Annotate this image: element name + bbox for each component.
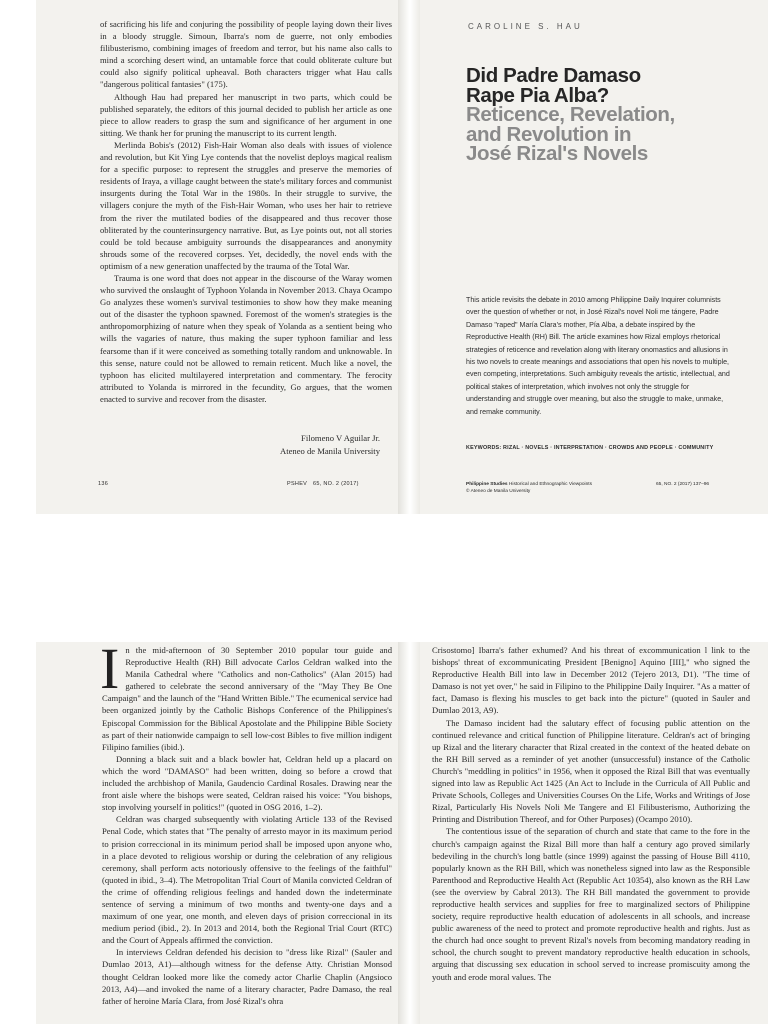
running-head: CAROLINE S. HAU xyxy=(468,22,583,31)
signature-affiliation: Ateneo de Manila University xyxy=(280,445,380,456)
paragraph xyxy=(102,644,392,753)
keywords: KEYWORDS: RIZAL · NOVELS · INTERPRETATION · CROWDS AND PEOPLE · COMMUNITY xyxy=(466,445,714,451)
editorial-body xyxy=(100,18,392,405)
paragraph: of sacrificing his life and conjuring the possibility of people laying down their lives in a bloody struggle. Simoun, Ibarra's nom de guerre, not only embodies filibusterismo, combining images of freedom and terror, but his name also calls to mind a scorching desert wind, an untamable force that could obliterate culture but could also signify political upheaval. Both characters trigger what Hau calls "dangerous political fantasies" (175). xyxy=(100,19,392,90)
article-body-continued xyxy=(432,644,750,983)
left-page-top xyxy=(36,0,398,514)
paragraph: Celdran was charged subsequently with violating Article 133 of the Revised Penal Code, which states that "The penalty of arresto mayor in its maximum period to prision correccional in its minimum period shall be imposed upon anyone who, in a place devoted to religious worship or during the celebration of any religious ceremony, shall perform acts notoriously offensive to the feelings of the faithful" (quoted in ibid., 3–4). The Metropolitan Trial Court of Manila convicted Celdran of the crime of offending religious feelings and handed down the indeterminate sentence of serving a minimum of two months and twenty-one days and a maximum of one year, one month, and eleven days of prision correccional in its medium period (ibid., 2). In 2013 and 2014, both the Regional Trial Court (RTC) and the Court of Appeals affirmed the conviction. xyxy=(102,814,392,946)
abstract: This article revisits the debate in 2010 among Philippine Daily Inquirer columnists over the question of whether or not, in José Rizal's novel Noli me tángere, Padre Damaso "raped" María Clara's mother, Pía Alba, a debate inspired by the Reproductive Health (RH) Bill. The article examines how Rizal employs rhetorical strategies of reticence and revelation along with literary onomastics and allusions in his two novels to create meanings and associations that open his novels to multiple, even competing, interpretations. Such ambiguity reveals the artistic, intellectual, and political stakes of interpretation, which involves not only the struggle for understanding and struggle over meaning, but also the struggle to make, unmake, and remake community. xyxy=(466,296,730,416)
editor-signature xyxy=(280,432,380,457)
subtitle-line: and Revolution in xyxy=(466,122,632,146)
subtitle-line: Reticence, Revelation, xyxy=(466,103,675,126)
paragraph: The Damaso incident had the salutary effect of focusing public attention on the continued relevance and critical function of Philippine literature. Celdran's act of bringing up Rizal and the literary character that Rizal created in the context of the heated debate on the RH Bill served as a reminder of yet another (unsuccessful) instance of the Catholic Church's "meddling in politics" in 1956, when it opposed the Rizal Bill that was eventually signed into law as Republic Act 1425 (An Act to Include in the Curricula of All Public and Private Schools, Colleges and Universities Courses On the Life, Works and Writings of Jose Rizal, Particularly His Novels Noli Me Tangere and El Filibusterismo, Authorizing the Printing and Distribution Thereof, and for Other Purposes) (Ocampo 2010). xyxy=(432,717,750,825)
right-page-top xyxy=(420,0,768,514)
subtitle-line: José Rizal's Novels xyxy=(466,142,648,165)
spine-gutter xyxy=(398,0,420,514)
page-number: 136 xyxy=(98,481,109,487)
journal-name: Philippine Studies xyxy=(466,482,508,487)
paragraph: Although Hau had prepared her manuscript in two parts, which could be published separately, the editors of this journal decided to publish her article as one piece to allow readers to grasp the sum and significance of her argument in one sitting. We thank her for pruning the manuscript to its current length. xyxy=(100,91,392,138)
article-body-start xyxy=(102,644,392,1007)
title-line: Rape Pia Alba? xyxy=(466,83,609,107)
signature-name: Filomeno V Aguilar Jr. xyxy=(301,433,380,443)
left-page-bottom xyxy=(36,642,398,1024)
title-line: Did Padre Damaso xyxy=(466,64,641,87)
paragraph: Trauma is one word that does not appear in the discourse of the Waray women who survived the onslaught of Typhoon Yolanda in November 2013. Chaya Ocampo Go analyzes these women's survival testimonies to show how they make meaning out of the disaster the typhoon spawned. Foremost of the women's strategies is the anthropomorphizing of nature when they speak of Yolanda as a sentient being who wills the vagaries of nature, thus making the super typhoon familiar and less fearsome than if it were conceived as something totally random and unknowable. In this sense, nature could not be allowed to remain reticent. Much like a novel, the typhoon has elicited multilayered interpretation and commentary. The ferocity attributed to Yolanda is mirrored in the fecundity, Go argues, that the women enacted to survive and recover from the disaster. xyxy=(100,272,392,404)
spine-gutter xyxy=(398,642,420,1024)
paragraph: The contentious issue of the separation of church and state that came to the fore in the church's campaign against the Rizal Bill more than half a century ago proved similarly bedeviling in the church's long battle (since 1999) against the passing of House Bill 4110, popularly known as the RH Bill, which was nonetheless signed into law as the Responsible Parenthood and Reproductive Health Act (Republic Act 10354), also known as the RH Law (see the overview by Cabral 2013). The RH Bill mandated the government to provide reproductive health services and supplies for free to marginalized sectors of Philippine society, require reproductive health education of adolescents in all schools, and increase public awareness of the need to protect and promote reproductive health and rights. Just as the church had once sought to prevent Rizal's novels from becoming mandatory reading in school, the church sought to prevent mandatory reproductive health education in schools, arguing that discussing sex education in school served to increase promiscuity among the youth and erode moral values. The xyxy=(432,826,750,982)
issue-pages: 65, NO. 2 (2017) 137–96 xyxy=(656,482,710,487)
drop-cap: I xyxy=(100,642,120,701)
footer-journal: PSHEV xyxy=(287,481,308,487)
right-page-bottom xyxy=(420,642,768,1024)
footer-issue: 65, NO. 2 (2017) xyxy=(313,481,359,487)
paragraph: Merlinda Bobis's (2012) Fish-Hair Woman also deals with issues of violence and revolution, but Kit Ying Lye contends that the novelist deploys magical realism for a specific purpose: to represent the struggles and preserve the memories of residents of Iraya, a village caught between the state's military forces and communist insurgents during the Total War in the 1980s. In their struggle to survive, the villagers conjure the myth of the Fish-Hair Woman, who uses her hair to retrieve from the river the mutilated bodies of the disappeared and thus recover those obliterated by the counterinsurgency narrative. But, as Lye points out, not all stories could be told because ambiguity surrounds the disappearances and anonymity shrouds some of the recovered corpses. Yet, decidedly, the novel ends with the optimism of a new generation unaffected by the trauma of the Total War. xyxy=(100,139,392,271)
paragraph: Crisostomo] Ibarra's father exhumed? And his threat of excommunication l link to the bishops' threat of excommunicating President [Benigno] Aquino [III]," who signed the Reproductive Health Bill into law in December 2012 (Tejero 2013, D1). "The time of Damaso is not yet over," he said in Filipino to the Philippine Daily Inquirer. "As a matter of fact, Damaso is flexing his muscles to get back into the picture" (quoted in Sauler and Dumlao 2013, A9). xyxy=(432,645,750,716)
paragraph: In interviews Celdran defended his decision to "dress like Rizal" (Sauler and Dumlao 2013, A1)—although witness for the defense Atty. Christian Monsod thought Celdran looked more like the comedy actor Charlie Chaplin (Angsioco 2013, A4)—and invoked the name of a literary character, Padre Damaso, the real father of heroine María Clara, from José Rizal's ohra xyxy=(102,947,392,1006)
journal-description: Historical and Ethnographic Viewpoints xyxy=(508,482,593,487)
paragraph-text: n the mid-afternoon of 30 September 2010 popular tour guide and Reproductive Health (RH) Bill advocate Carlos Celdran walked into the Manila Cathedral where "Catholics and non-Catholics" (Alan 2015) had gathered to celebrate the second anniversary of the "May They Be One Campaign" and the launch of the "Hand Written Bible." The ecumenical service had been organized jointly by the Catholic Bishops Conference of the Philippines's Episcopal Commission for the Biblical Apostolate and the Philippine Bible Society as part of their nationwide campaign to sell low-cost Bibles to five million indigent Filipino families (ibid.). xyxy=(102,645,392,752)
top-page-spread xyxy=(36,0,768,514)
paragraph: Donning a black suit and a black bowler hat, Celdran held up a placard on which the word "DAMASO" had been written, doing so before a crowd that included the archbishop of Manila, Gaudencio Cardinal Rosales. Drawing near the front aisle where the bishops were seated, Celdran raised his voice: "You bishops, stop involving yourself in politics!" (quoted in OSG 2016, 1–2). xyxy=(102,753,392,813)
copyright: © Ateneo de Manila University xyxy=(466,488,531,494)
journal-credit xyxy=(466,482,606,495)
bottom-page-spread xyxy=(36,642,768,1024)
article-title xyxy=(466,66,766,164)
